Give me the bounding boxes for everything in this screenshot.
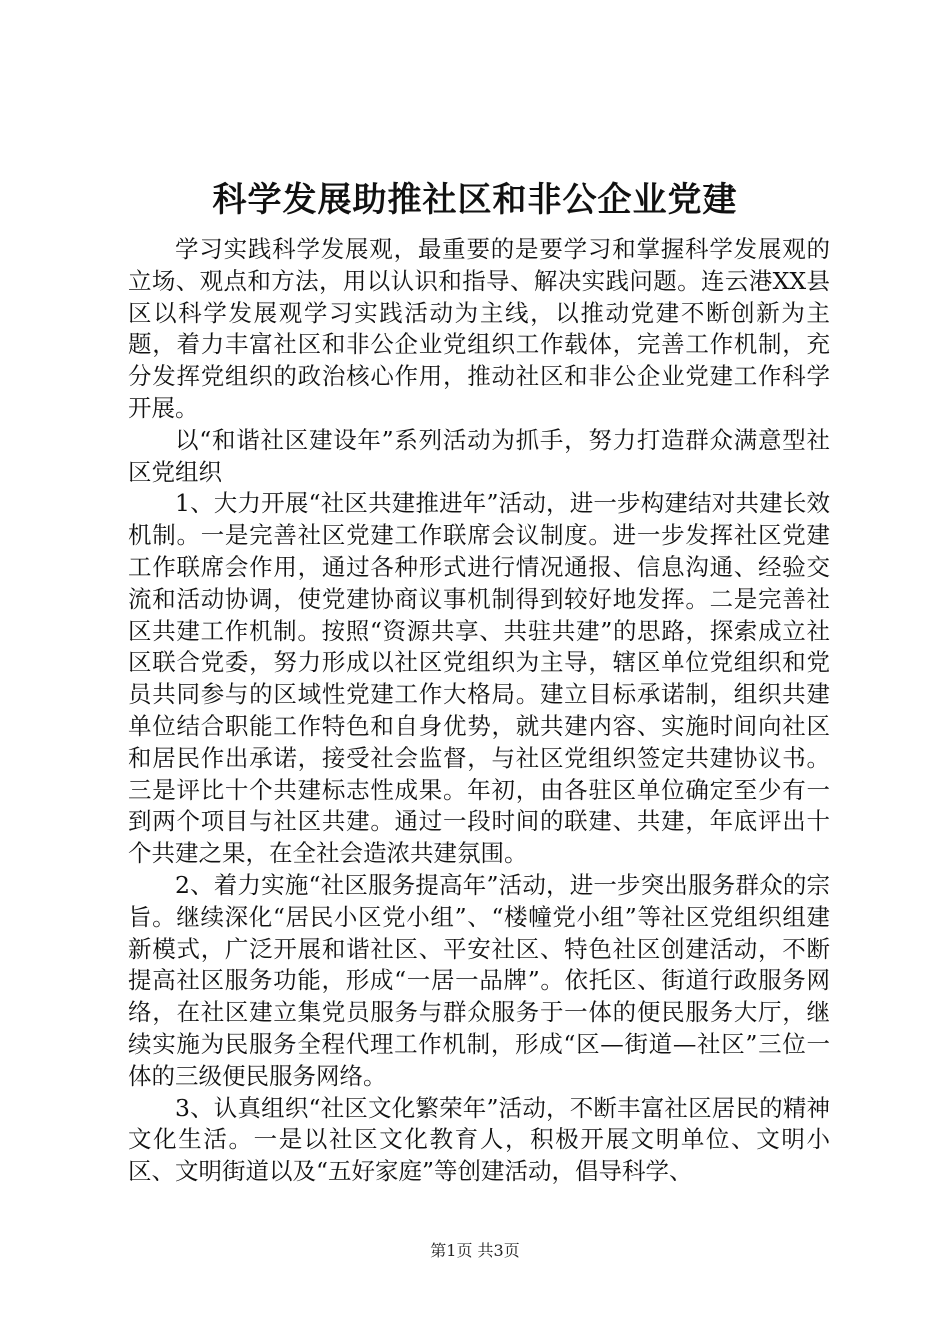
- paragraph-item-2: 2、着力实施“社区服务提高年”活动，进一步突出服务群众的宗旨。继续深化“居民小区党小组”、“楼幢党小组”等社区党组织组建新模式，广泛开展和谐社区、平安社区、特色社区创建活动，不断提高社区服务功能，形成“一居一品牌”。依托区、街道行政服务网络，在社区建立集党员服务与群众服务于一体的便民服务大厅，继续实施为民服务全程代理工作机制，形成“区—街道—社区”三位一体的三级便民服务网络。: [128, 870, 830, 1090]
- page-footer: 第1页 共3页: [430, 1241, 520, 1260]
- paragraph-intro: 学习实践科学发展观，最重要的是要学习和掌握科学发展观的立场、观点和方法，用以认识和指导、解决实践问题。连云港XX县区以科学发展观学习实践活动为主线，以推动党建不断创新为主题，着力丰富社区和非公企业党组织工作载体，完善工作机制，充分发挥党组织的政治核心作用，推动社区和非公企业党建工作科学开展。: [128, 235, 830, 422]
- paragraph-item-3: 3、认真组织“社区文化繁荣年”活动，不断丰富社区居民的精神文化生活。一是以社区文化教育人，积极开展文明单位、文明小区、文明街道以及“五好家庭”等创建活动，倡导科学、: [128, 1093, 830, 1186]
- paragraph-section-heading: 以“和谐社区建设年”系列活动为抓手，努力打造群众满意型社区党组织: [128, 425, 830, 486]
- document-body: [128, 234, 830, 1188]
- document-title: 科学发展助推社区和非公企业党建: [212, 180, 738, 220]
- paragraph-item-1: 1、大力开展“社区共建推进年”活动，进一步构建结对共建长效机制。一是完善社区党建工作联席会议制度。进一步发挥社区党建工作联席会作用，通过各种形式进行情况通报、信息沟通、经验交流和活动协调，使党建协商议事机制得到较好地发挥。二是完善社区共建工作机制。按照“资源共享、共驻共建”的思路，探索成立社区联合党委，努力形成以社区党组织为主导，辖区单位党组织和党员共同参与的区域性党建工作大格局。建立目标承诺制，组织共建单位结合职能工作特色和自身优势，就共建内容、实施时间向社区和居民作出承诺，接受社会监督，与社区党组织签定共建协议书。三是评比十个共建标志性成果。年初，由各驻区单位确定至少有一到两个项目与社区共建。通过一段时间的联建、共建，年底评出十个共建之果，在全社会造浓共建氛围。: [128, 489, 830, 868]
